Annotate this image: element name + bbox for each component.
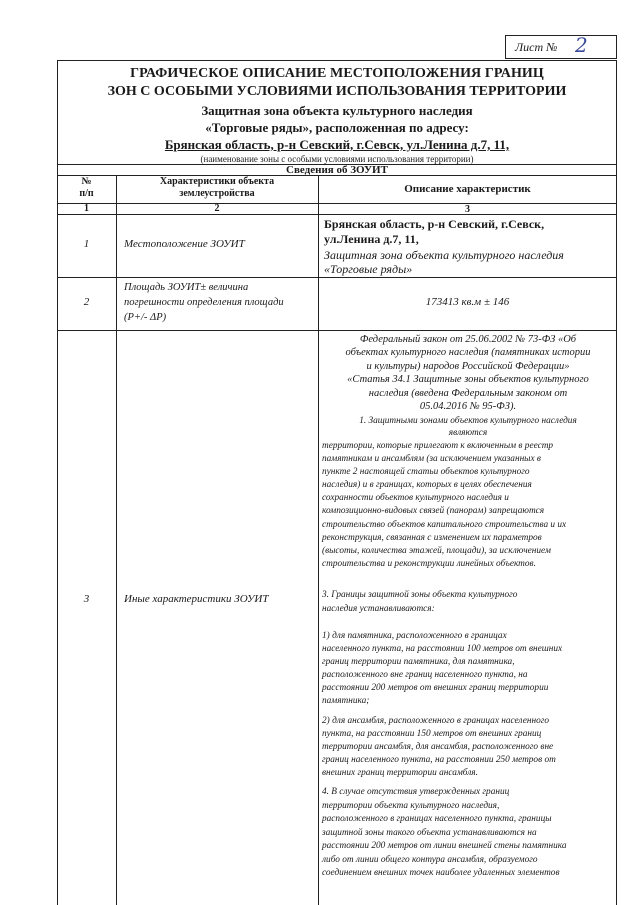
col-index-2: 2 [214,203,220,214]
row2-number: 2 [83,296,90,308]
row2-label: Площадь ЗОУИТ± величина погрешности определения площади (P+/- ΔP) [124,282,284,323]
table-column-divider [318,175,319,905]
row1-address: Брянская область, р-н Севский, г.Севск, ул.Ленина д.7, 11, [324,217,545,246]
row3-law-citation: Федеральный закон от 25.06.2002 № 73-ФЗ «Об объектах культурного наследия (памятниках истории и культуры) народов Российской Федерации» «Статья 34.1 Защитные зоны объектов культурного наследия (введена Федеральным законом от 05.04.2016 № 95-ФЗ). [345,334,591,413]
sheet-number: 2 [575,33,588,57]
sheet-label: Лист № [515,40,558,54]
section-title: Сведения об ЗОУИТ [286,164,388,176]
row3-paragraph3: 3. Границы защитной зоны объекта культурного наследия устанавливаются: [322,590,518,614]
row1-zone-name: Защитная зона объекта культурного наследия «Торговые ряды» [324,248,564,276]
header-title-line2: ЗОН С ОСОБЫМИ УСЛОВИЯМИ ИСПОЛЬЗОВАНИЯ ТЕРРИТОРИИ [107,84,567,99]
col-header-number: № п/п [79,176,94,199]
table-column-divider [116,175,117,905]
col-index-3: 3 [465,204,470,215]
header-address: Брянская область, р-н Севский, г.Севск, ул.Ленина д.7, 11, [164,137,510,152]
header-title-line3: Защитная зона объекта культурного наследия [201,103,473,118]
col-header-description: Описание характеристик [404,183,531,195]
row3-label: Иные характеристики ЗОУИТ [124,593,269,605]
col-header-characteristic: Характеристики объекта землеустройства [159,176,275,199]
header-title-line4: «Торговые ряды», расположенная по адресу: [205,120,469,135]
row3-paragraph1-head: 1. Защитными зонами объектов культурного наследия являются [359,416,577,438]
row2-area-value: 173413 кв.м ± 146 [425,296,510,308]
col-index-1: 1 [84,203,89,214]
header-caption: (наименование зоны с особыми условиями использования территории) [200,154,474,164]
table-rule [57,330,617,331]
header-title-line1: ГРАФИЧЕСКОЕ ОПИСАНИЕ МЕСТОПОЛОЖЕНИЯ ГРАНИЦ [130,66,544,81]
row3-paragraph3-item2: 2) для ансамбля, расположенного в границах населенного пункта, на расстоянии 150 метров от внешних границ территории ансамбля, для ансамбля, расположенного вне границ населенного пункта, на расстоянии 250 метров от внешних границ территории ансамбля. [322,716,556,778]
row1-number: 1 [83,238,90,250]
row1-label: Местоположение ЗОУИТ [124,238,245,250]
row3-paragraph4: 4. В случае отсутствия утвержденных границ территории объекта культурного наследия, расположенного в границах населенного пункта, границы защитной зоны такого объекта устанавливаются на расстоянии 200 метров от линии внешней стены памятника либо от линии общего контура ансамбля, образуемого соединением внешних точек наиболее удаленных элементов [322,787,567,878]
row3-number: 3 [83,593,90,605]
row3-paragraph1-body: территории, которые прилегают к включенным в реестр памятникам и ансамблям (за исключением указанных в пункте 2 настоящей статьи объектов культурного наследия) и в границах, которых в целях обеспечения сохранности объектов культурного наследия и композиционно-видовых связей (панорам) запрещаются строительство объектов капитального строительства и их реконструкция, связанная с изменением их параметров (высоты, количества этажей, площади), за исключением строительства и реконструкции линейных объектов. [322,441,567,569]
row3-paragraph3-item1: 1) для памятника, расположенного в границах населенного пункта, на расстоянии 100 метров от внешних границ территории памятника, для памятника, расположенного вне границ населенного пункта, на расстоянии 200 метров от внешних границ территории памятника; [322,631,563,706]
table-rule [57,277,617,278]
